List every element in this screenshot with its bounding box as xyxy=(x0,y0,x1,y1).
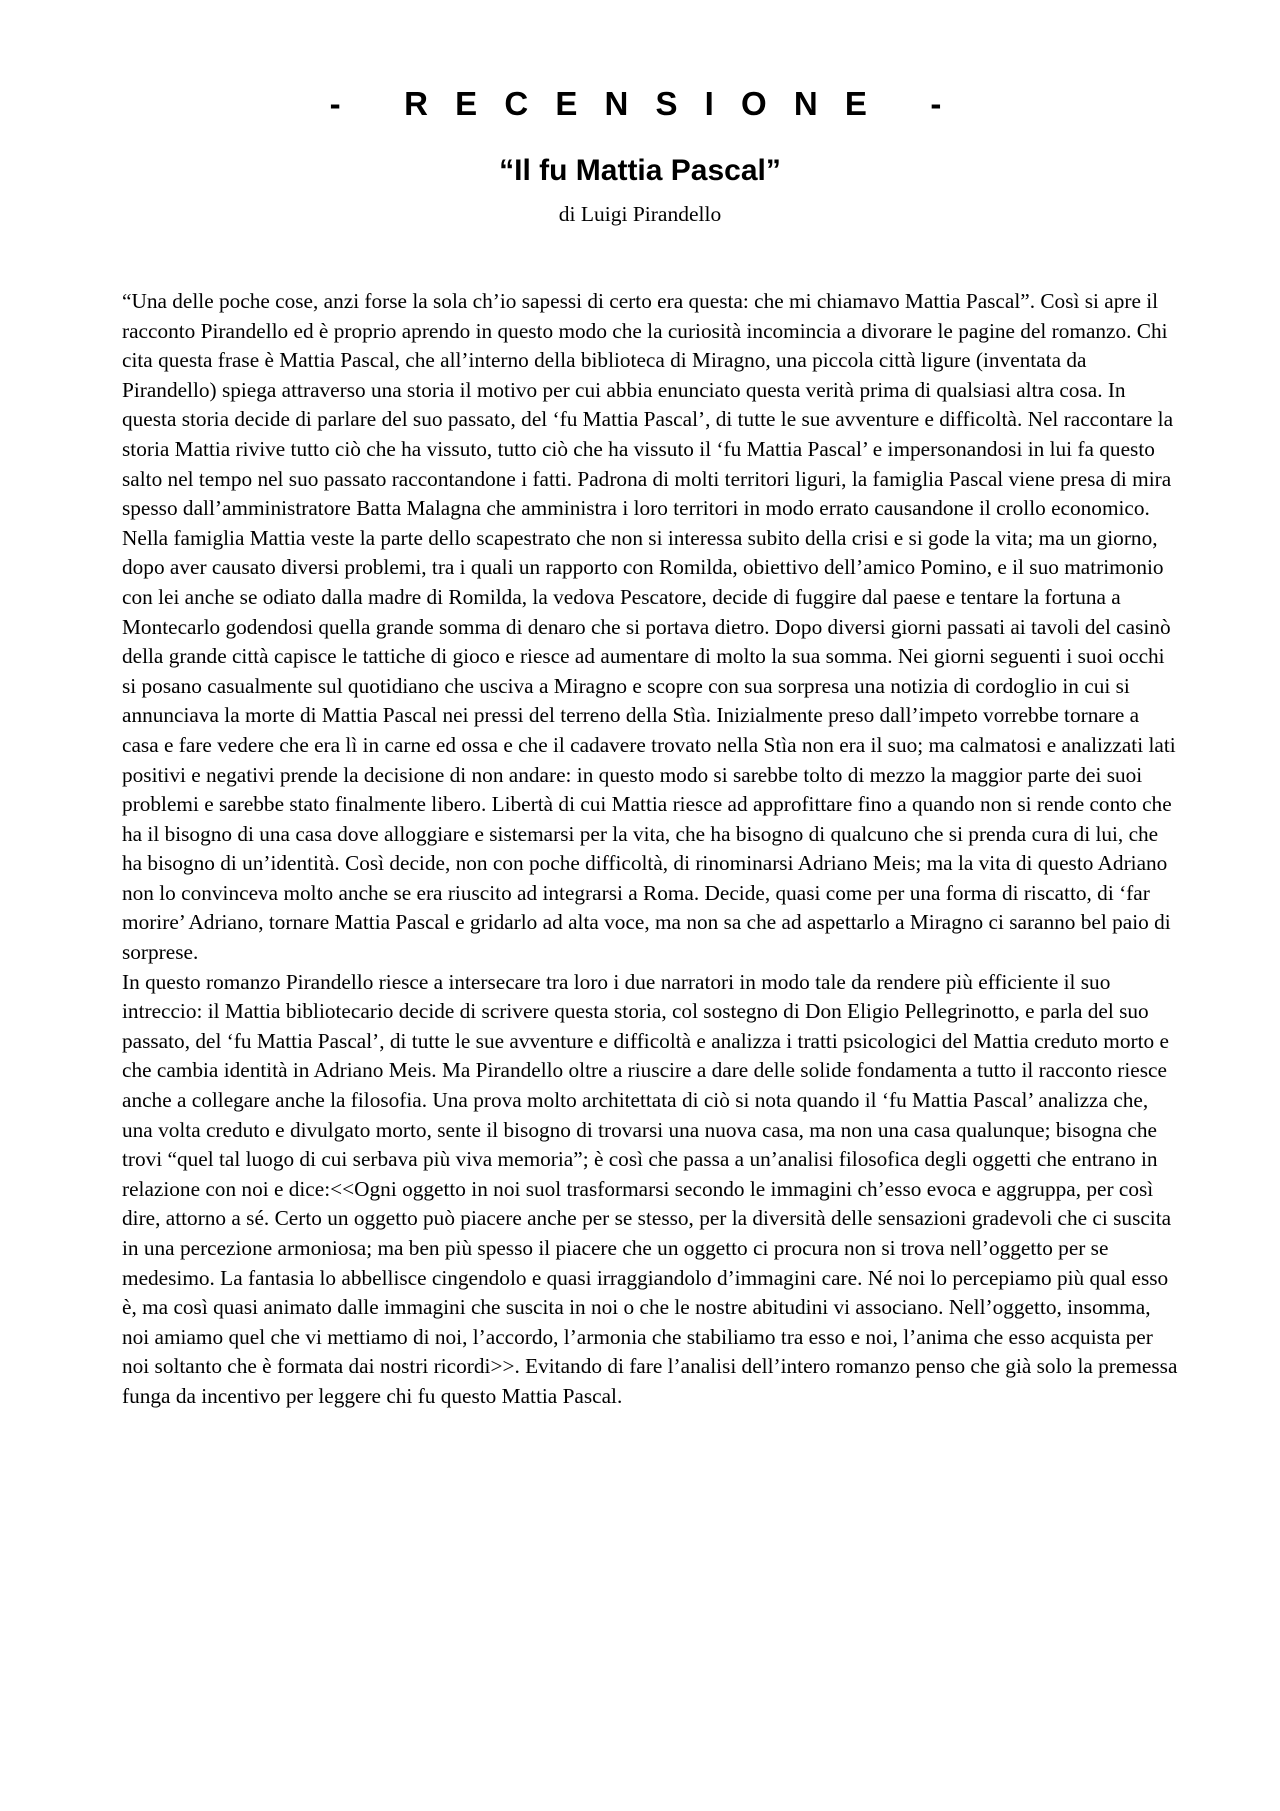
book-title: “Il fu Mattia Pascal” xyxy=(499,154,781,187)
review-body xyxy=(122,287,1180,1412)
review-paragraph-analysis: In questo romanzo Pirandello riesce a intersecare tra loro i due narratori in modo tale da rendere più efficiente il suo intreccio: il Mattia bibliotecario decide di scrivere questa storia, col sostegno di Don Eligio Pellegrinotto, e parla del suo passato, del ‘fu Mattia Pascal’, di tutte le sue avventure e difficoltà e analizza i tratti psicologici del Mattia creduto morto e che cambia identità in Adriano Meis. Ma Pirandello oltre a riuscire a dare delle solide fondamenta a tutto il racconto riesce anche a collegare anche la filosofia. Una prova molto architettata di ciò si nota quando il ‘fu Mattia Pascal’ analizza che, una volta creduto e divulgato morto, sente il bisogno di trovarsi una nuova casa, ma non una casa qualunque; bisogna che trovi “quel tal luogo di cui serbava più viva memoria”; è così che passa a un’analisi filosofica degli oggetti che entrano in relazione con noi e dice:<<Ogni oggetto in noi suol trasformarsi secondo le immagini ch’esso evoca e aggruppa, per così dire, attorno a sé. Certo un oggetto può piacere anche per se stesso, per la diversità delle sensazioni gradevoli che ci suscita in una percezione armoniosa; ma ben più spesso il piacere che un oggetto ci procura non si trova nell’oggetto per se medesimo. La fantasia lo abbellisce cingendolo e quasi irraggiandolo d’immagini care. Né noi lo percepiamo più qual esso è, ma così quasi animato dalle immagini che suscita in noi o che le nostre abitudini vi associano. Nell’oggetto, insomma, noi amiamo quel che vi mettiamo di noi, l’accordo, l’armonia che stabiliamo tra esso e noi, l’anima che esso acquista per noi soltanto che è formata dai nostri ricordi>>. Evitando di fare l’analisi dell’intero romanzo penso che già solo la premessa funga da incentivo per leggere chi fu questo Mattia Pascal. xyxy=(122,969,1178,1408)
book-author: di Luigi Pirandello xyxy=(558,202,722,226)
review-paragraph-plot: “Una delle poche cose, anzi forse la sola ch’io sapessi di certo era questa: che mi chiamavo Mattia Pascal”. Così si apre il racconto Pirandello ed è proprio aprendo in questo modo che la curiosità incomincia a divorare le pagine del romanzo. Chi cita questa frase è Mattia Pascal, che all’interno della biblioteca di Miragno, una piccola città ligure (inventata da Pirandello) spiega attraverso una storia il motivo per cui abbia enunciato questa verità prima di qualsiasi altra cosa. In questa storia decide di parlare del suo passato, del ‘fu Mattia Pascal’, di tutte le sue avventure e difficoltà. Nel raccontare la storia Mattia rivive tutto ciò che ha vissuto, tutto ciò che ha vissuto il ‘fu Mattia Pascal’ e impersonandosi in lui fa questo salto nel tempo nel suo passato raccontandone i fatti. Padrona di molti territori liguri, la famiglia Pascal viene presa di mira spesso dall’amministratore Batta Malagna che amministra i loro territori in modo errato causandone il crollo economico. Nella famiglia Mattia veste la parte dello scapestrato che non si interessa subito della crisi e si gode la vita; ma un giorno, dopo aver causato diversi problemi, tra i quali un rapporto con Romilda, obiettivo dell’amico Pomino, e il suo matrimonio con lei anche se odiato dalla madre di Romilda, la vedova Pescatore, decide di fuggire dal paese e tentare la fortuna a Montecarlo godendosi quella grande somma di denaro che si portava dietro. Dopo diversi giorni passati ai tavoli del casinò della grande città capisce le tattiche di gioco e riesce ad aumentare di molto la sua somma. Nei giorni seguenti i suoi occhi si posano casualmente sul quotidiano che usciva a Miragno e scopre con sua sorpresa una notizia di cordoglio in cui si annunciava la morte di Mattia Pascal nei pressi del terreno della Stìa. Inizialmente preso dall’impeto vorrebbe tornare a casa e fare vedere che era lì in carne ed ossa e che il cadavere trovato nella Stìa non era il suo; ma calmatosi e analizzati lati positivi e negativi prende la decisione di non andare: in questo modo si sarebbe tolto di mezzo la maggior parte dei suoi problemi e sarebbe stato finalmente libero. Libertà di cui Mattia riesce ad approfittare fino a quando non si rende conto che ha il bisogno di una casa dove alloggiare e sistemarsi per la vita, che ha bisogno di qualcuno che si prenda cura di lui, che ha bisogno di un’identità. Così decide, non con poche difficoltà, di rinominarsi Adriano Meis; ma la vita di questo Adriano non lo convinceva molto anche se era riuscito ad integrarsi a Roma. Decide, quasi come per una forma di riscatto, di ‘far morire’ Adriano, tornare Mattia Pascal e gridarlo ad alta voce, ma non sa che ad aspettarlo a Miragno ci saranno bel paio di sorprese. xyxy=(122,289,1176,965)
review-kicker: - R E C E N S I O N E - xyxy=(329,85,951,122)
